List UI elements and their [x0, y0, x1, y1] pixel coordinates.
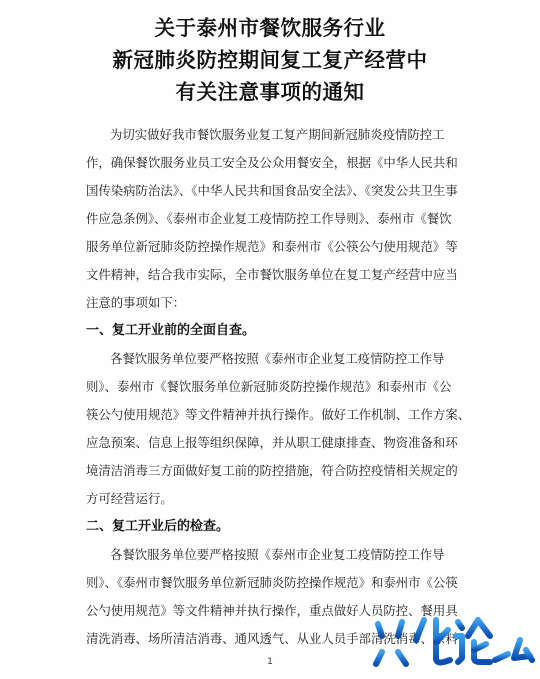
intro-line: 为切实做好我市餐饮服务业复工复产期间新冠肺炎疫情防控工 [110, 127, 445, 142]
intro-line: 国传染病防治法》、《中华人民共和国食品安全法》、《突发公共卫生事 [86, 183, 458, 198]
section2-line: 各餐饮服务单位要严格按照《泰州市企业复工疫情防控工作导 [110, 547, 445, 562]
section-heading-1: 一、复工开业前的全面自查。 [86, 323, 256, 338]
section1-line: 境清洁消毒三方面做好复工前的防控措施，符合防控疫情相关规定的 [86, 463, 458, 478]
section2-line: 则》、《泰州市餐饮服务单位新冠肺炎防控操作规范》和泰州市《公筷 [86, 575, 458, 590]
section-heading-2: 二、复工开业后的检查。 [86, 519, 230, 534]
intro-line: 作，确保餐饮服务业员工安全及公众用餐安全，根据《中华人民共和 [86, 155, 458, 170]
title-line-3: 有关注意事项的通知 [175, 80, 365, 104]
title-line-1: 关于泰州市餐饮服务行业 [154, 16, 386, 40]
title-line-2: 新冠肺炎防控期间复工复产经营中 [112, 48, 428, 72]
section1-line: 方可经营运行。 [86, 491, 173, 506]
section1-line: 则》、泰州市《餐饮服务单位新冠肺炎防控操作规范》和泰州市《公 [86, 379, 452, 394]
section2-line: 清洗消毒、场所清洁消毒、通风透气、从业人员手部清洗消毒、原料 [86, 631, 458, 646]
intro-line: 文件精神，结合我市实际，全市餐饮服务单位在复工复产经营中应当 [86, 267, 458, 282]
intro-line: 件应急条例》、《泰州市企业复工疫情防控工作导则》、泰州市《餐饮 [86, 211, 452, 226]
section2-line: 公勺使用规范》等文件精神并执行操作，重点做好人员防控、餐用具 [86, 603, 458, 618]
watermark-logo [368, 612, 536, 670]
intro-line: 服务单位新冠肺炎防控操作规范》和泰州市《公筷公勺使用规范》等 [86, 239, 458, 254]
section1-line: 应急预案、信息上报等组织保障，并从职工健康排查、物资准备和环 [86, 435, 458, 450]
section1-line: 各餐饮服务单位要严格按照《泰州市企业复工疫情防控工作导 [110, 351, 445, 366]
page-number: 1 [267, 657, 273, 667]
section1-line: 筷公勺使用规范》等文件精神并执行操作。做好工作机制、工作方案、 [86, 407, 471, 422]
intro-line: 注意的事项如下： [86, 295, 186, 310]
